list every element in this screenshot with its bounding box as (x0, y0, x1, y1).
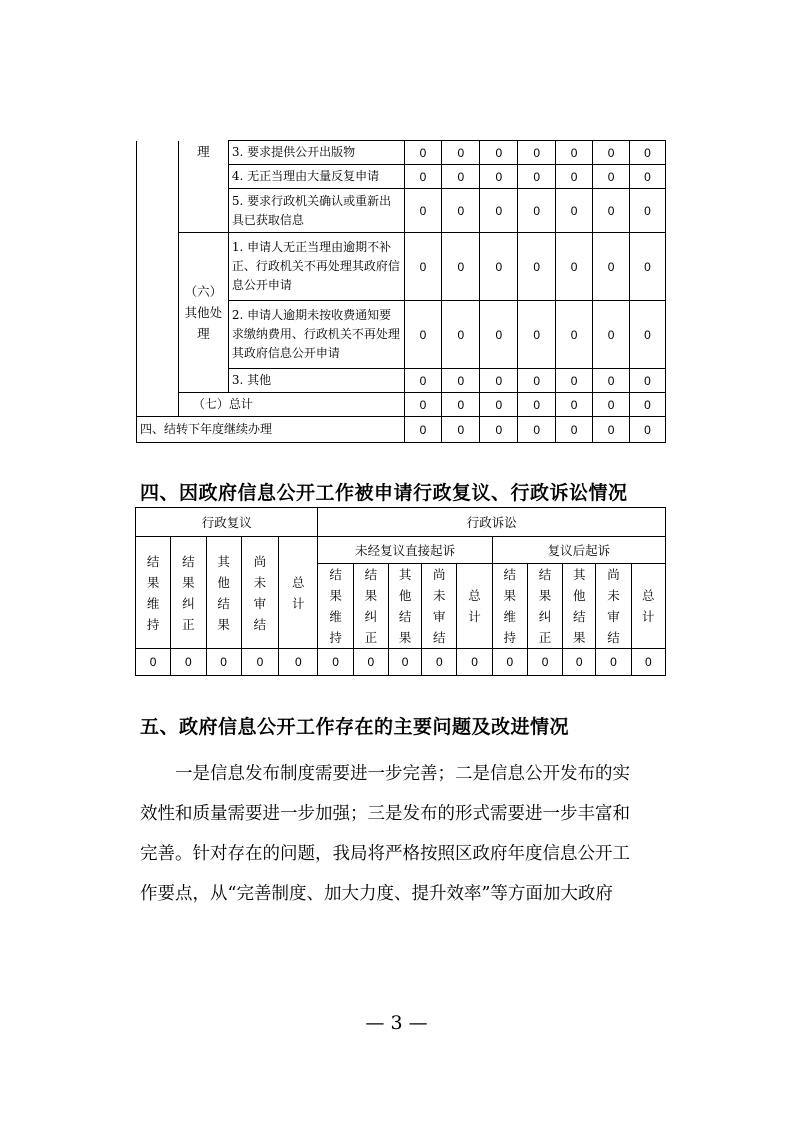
value-cell: 0 (404, 393, 442, 417)
value-cell: 0 (593, 233, 630, 301)
value-cell: 0 (556, 165, 593, 189)
value-cell: 0 (404, 301, 442, 369)
col-header-text: 总 计 (292, 574, 305, 611)
col-header-text: 总 计 (468, 588, 481, 624)
value-cell: 0 (492, 649, 527, 676)
value-cell: 0 (457, 649, 492, 676)
value-cell: 0 (171, 649, 206, 676)
value-cell: 0 (630, 369, 666, 393)
value-cell: 0 (279, 649, 318, 676)
value-cell: 0 (593, 189, 630, 233)
value-cell: 0 (442, 189, 480, 233)
table-row (137, 233, 666, 301)
group-label: 理 (197, 143, 210, 159)
value-cell: 0 (442, 301, 480, 369)
col-header-text: 结 果 维 持 (329, 567, 342, 645)
suit-col-header (318, 564, 353, 649)
value-cell: 0 (556, 301, 593, 369)
value-cell: 0 (556, 417, 593, 443)
value-cell: 0 (556, 233, 593, 301)
col-header-text: 结 果 维 持 (146, 553, 160, 632)
admin-review-header: 行政复议 (136, 508, 318, 537)
col-header-text: 总 计 (642, 588, 655, 624)
body-line: 作要点，从“完善制度、加大力度、提升效率”等方面加大政府 (140, 884, 613, 904)
row-label: 4. 无正当理由大量反复申请 (228, 165, 404, 189)
value-cell: 0 (630, 165, 666, 189)
suit-col-header (527, 564, 562, 649)
section-4-title: 四、因政府信息公开工作被申请行政复议、行政诉讼情况 (140, 482, 628, 504)
value-cell: 0 (630, 141, 666, 165)
suit-col-header (563, 564, 596, 649)
value-cell: 0 (404, 189, 442, 233)
col-header-text: 尚 未 审 结 (253, 553, 267, 632)
value-cell: 0 (404, 141, 442, 165)
review-col-header (171, 537, 206, 649)
carry-over-label: 四、结转下年度继续办理 (137, 417, 405, 443)
admin-litigation-header: 行政诉讼 (318, 508, 666, 537)
value-cell: 0 (630, 417, 666, 443)
body-line: 完善。针对存在的问题，我局将严格按照区政府年度信息公开工 (140, 844, 630, 864)
value-cell: 0 (404, 233, 442, 301)
value-cell: 0 (630, 301, 666, 369)
values-row (136, 649, 666, 676)
col-header-text: 尚 未 审 结 (433, 567, 446, 645)
value-cell: 0 (388, 649, 421, 676)
row-label: 3. 要求提供公开出版物 (228, 141, 404, 165)
col-header-text: 结 果 纠 正 (538, 567, 552, 645)
value-cell: 0 (593, 141, 630, 165)
value-cell: 0 (556, 141, 593, 165)
value-cell: 0 (206, 649, 241, 676)
value-cell: 0 (518, 189, 556, 233)
suit-col-header (353, 564, 388, 649)
value-cell: 0 (442, 393, 480, 417)
value-cell: 0 (556, 189, 593, 233)
group-label-cell (178, 141, 228, 233)
value-cell: 0 (630, 233, 666, 301)
value-cell: 0 (442, 417, 480, 443)
value-cell: 0 (593, 393, 630, 417)
value-cell: 0 (241, 649, 278, 676)
value-cell: 0 (442, 141, 480, 165)
value-cell: 0 (442, 233, 480, 301)
value-cell: 0 (480, 189, 518, 233)
body-line: 效性和质量需要进一步加强；三是发布的形式需要进一步丰富和 (140, 804, 630, 824)
value-cell: 0 (480, 301, 518, 369)
review-litigation-table (135, 507, 666, 676)
suit-col-header (388, 564, 421, 649)
value-cell: 0 (631, 649, 665, 676)
value-cell: 0 (593, 417, 630, 443)
value-cell: 0 (480, 393, 518, 417)
row-label: 5. 要求行政机关确认或重新出具已获取信息 (228, 189, 404, 233)
row-label: 3. 其他 (228, 369, 404, 393)
row-label: 2. 申请人逾期未按收费通知要求缴纳费用、行政机关不再处理其政府信息公开申请 (228, 301, 404, 369)
value-cell: 0 (527, 649, 562, 676)
value-cell: 0 (518, 141, 556, 165)
group-label-cell (178, 233, 228, 393)
value-cell: 0 (422, 649, 457, 676)
value-cell: 0 (442, 165, 480, 189)
suit-col-header (492, 564, 527, 649)
section-5-title: 五、政府信息公开工作存在的主要问题及改进情况 (140, 716, 570, 738)
suit-col-header (631, 564, 665, 649)
after-review-header: 复议后起诉 (492, 537, 665, 564)
col-header-text: 结 果 纠 正 (182, 553, 195, 632)
suit-col-header (422, 564, 457, 649)
value-cell: 0 (404, 165, 442, 189)
value-cell: 0 (480, 141, 518, 165)
review-col-header (279, 537, 318, 649)
value-cell: 0 (563, 649, 596, 676)
value-cell: 0 (480, 233, 518, 301)
group-label: （六） 其他处 理 (184, 284, 223, 341)
value-cell: 0 (518, 301, 556, 369)
review-col-header (241, 537, 278, 649)
direct-suit-header: 未经复议直接起诉 (318, 537, 492, 564)
review-col-header (206, 537, 241, 649)
col-header-text: 其 他 结 果 (573, 567, 586, 645)
body-paragraph (140, 754, 670, 914)
value-cell: 0 (353, 649, 388, 676)
total-row (137, 393, 666, 417)
value-cell: 0 (518, 369, 556, 393)
value-cell: 0 (518, 393, 556, 417)
value-cell: 0 (593, 369, 630, 393)
value-cell: 0 (518, 417, 556, 443)
value-cell: 0 (596, 649, 631, 676)
col-header-text: 尚 未 审 结 (607, 567, 620, 645)
value-cell: 0 (442, 369, 480, 393)
value-cell: 0 (630, 189, 666, 233)
review-col-header (136, 537, 171, 649)
body-line: 一是信息发布制度需要进一步完善；二是信息公开发布的实 (140, 764, 630, 784)
value-cell: 0 (630, 393, 666, 417)
row-label: 1. 申请人无正当理由逾期不补正、行政机关不再处理其政府信息公开申请 (228, 233, 404, 301)
value-cell: 0 (480, 369, 518, 393)
value-cell: 0 (404, 417, 442, 443)
value-cell: 0 (593, 301, 630, 369)
value-cell: 0 (556, 393, 593, 417)
application-handling-table (136, 140, 666, 443)
col-header-text: 结 果 维 持 (503, 567, 517, 645)
value-cell: 0 (556, 369, 593, 393)
carry-over-row (137, 417, 666, 443)
total-label: （七）总计 (178, 393, 404, 417)
value-cell: 0 (518, 233, 556, 301)
value-cell: 0 (404, 369, 442, 393)
suit-col-header (596, 564, 631, 649)
suit-col-header (457, 564, 492, 649)
value-cell: 0 (480, 417, 518, 443)
value-cell: 0 (136, 649, 171, 676)
outer-category-cell (137, 141, 179, 417)
value-cell: 0 (318, 649, 353, 676)
col-header-text: 结 果 纠 正 (364, 567, 378, 645)
col-header-text: 其 他 结 果 (398, 567, 412, 645)
value-cell: 0 (480, 165, 518, 189)
subheader-row (136, 537, 666, 564)
col-header-text: 其 他 结 果 (217, 553, 230, 632)
table-row (137, 141, 666, 165)
page-number: — 3 — (365, 1012, 428, 1034)
value-cell: 0 (593, 165, 630, 189)
value-cell: 0 (518, 165, 556, 189)
